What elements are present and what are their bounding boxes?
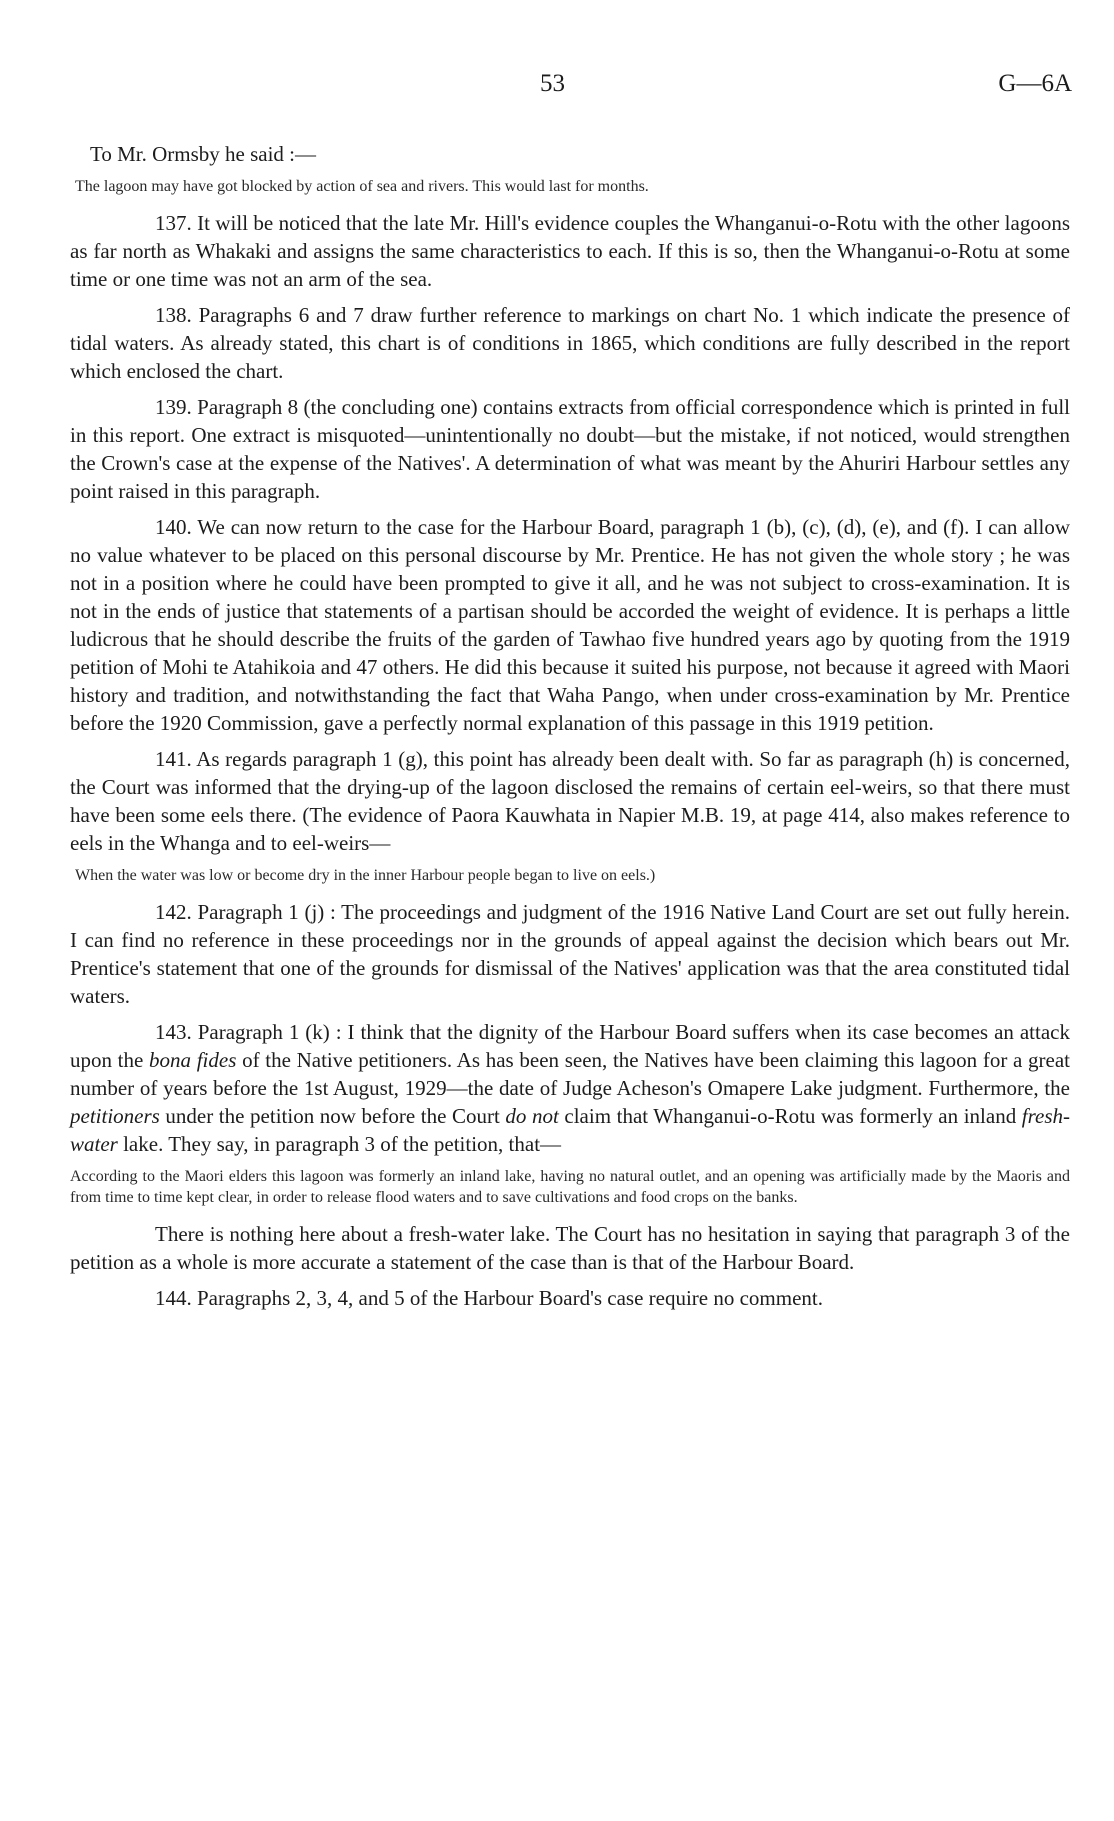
p143-petitioners: petitioners xyxy=(70,1104,160,1128)
paragraph-141: 141. As regards paragraph 1 (g), this point has already been dealt with. So far as paragraph (h) is concerned, the Court was informed that the drying-up of the lagoon disclosed the remains of certain eel-weirs, so that there must have been some eels there. (The evidence of Paora Kauwhata in Napier M.B. 19, at page 414, also makes reference to eels in the Whanga and to eel-weirs— xyxy=(70,747,1070,855)
quote-ormsby: The lagoon may have got blocked by action of sea and rivers. This would last for months. xyxy=(75,178,649,195)
paragraph-143 xyxy=(70,1018,1070,1158)
intro-paragraph: To Mr. Ormsby he said :— xyxy=(90,142,317,166)
p143-fresh-water: fresh-water xyxy=(70,1104,1070,1156)
p143-text-g: claim that Whanganui-o-Rotu was formerly an inland xyxy=(558,1104,1022,1128)
body-text xyxy=(70,140,1070,1320)
quote-eels: When the water was low or become dry in the inner Harbour people began to live on eels.) xyxy=(75,867,656,884)
p143-text-e: under the petition now before the Court xyxy=(159,1104,506,1128)
p143-text-i: lake. They say, in paragraph 3 of the petition, that— xyxy=(117,1132,562,1156)
quote-petition: According to the Maori elders this lagoon was formerly an inland lake, having no natural outlet, and an opening was artificially made by the Maoris and from time to time kept clear, in order to release flood waters and to save cultivations and food crops on the banks. xyxy=(70,1168,1070,1206)
p143-text-a: 143. Paragraph 1 (k) : I think that the dignity of the Harbour Board suffers when its case becomes an attack upon the xyxy=(70,1020,1070,1072)
paragraph-142: 142. Paragraph 1 (j) : The proceedings and judgment of the 1916 Native Land Court are set out fully herein. I can find no reference in these proceedings nor in the grounds of appeal against the decision which bears out Mr. Prentice's statement that one of the grounds for dismissal of the Natives' application was that the area constituted tidal waters. xyxy=(70,900,1070,1008)
paragraph-139: 139. Paragraph 8 (the concluding one) contains extracts from official correspondence which is printed in full in this report. One extract is misquoted—unintentionally no doubt—but the mistake, if not noticed, would strengthen the Crown's case at the expense of the Natives'. A determination of what was meant by the Ahuriri Harbour settles any point raised in this paragraph. xyxy=(70,395,1070,503)
paragraph-137: 137. It will be noticed that the late Mr. Hill's evidence couples the Whanganui-o-Rotu with the other lagoons as far north as Whakaki and assigns the same characteristics to each. If this is so, then the Whanganui-o-Rotu at some time or one time was not an arm of the sea. xyxy=(70,211,1070,291)
conclusion-paragraph: There is nothing here about a fresh-water lake. The Court has no hesitation in saying that paragraph 3 of the petition as a whole is more accurate a statement of the case than is that of the Harbour Board. xyxy=(70,1222,1070,1274)
paragraph-138: 138. Paragraphs 6 and 7 draw further reference to markings on chart No. 1 which indicate the presence of tidal waters. As already stated, this chart is of conditions in 1865, which conditions are fully described in the report which enclosed the chart. xyxy=(70,303,1070,383)
document-code: G—6A xyxy=(998,70,1072,97)
p143-text-c: of the Native petitioners. As has been seen, the Natives have been claiming this lagoon for a great number of years before the 1st August, 1929—the date of Judge Acheson's Omapere Lake judgment. Furthermore, the xyxy=(70,1048,1070,1100)
paragraph-144: 144. Paragraphs 2, 3, 4, and 5 of the Harbour Board's case require no comment. xyxy=(155,1286,824,1310)
page-header xyxy=(0,70,1114,110)
paragraph-140: 140. We can now return to the case for the Harbour Board, paragraph 1 (b), (c), (d), (e), and (f). I can allow no value whatever to be placed on this personal discourse by Mr. Prentice. He has not given the whole story ; he was not in a position where he could have been prompted to give it all, and he was not subject to cross-examination. It is not in the ends of justice that statements of a partisan should be accorded the weight of evidence. It is perhaps a little ludicrous that he should describe the fruits of the garden of Tawhao five hundred years ago by quoting from the 1919 petition of Mohi te Atahikoia and 47 others. He did this because it suited his purpose, not because it agreed with Maori history and tradition, and notwithstanding the fact that Waha Pango, when under cross-examination by Mr. Prentice before the 1920 Commission, gave a perfectly normal explanation of this passage in this 1919 petition. xyxy=(70,515,1070,735)
p143-bona-fides: bona fides xyxy=(149,1048,237,1072)
p143-do-not: do not xyxy=(505,1104,559,1128)
page-number: 53 xyxy=(540,70,565,97)
